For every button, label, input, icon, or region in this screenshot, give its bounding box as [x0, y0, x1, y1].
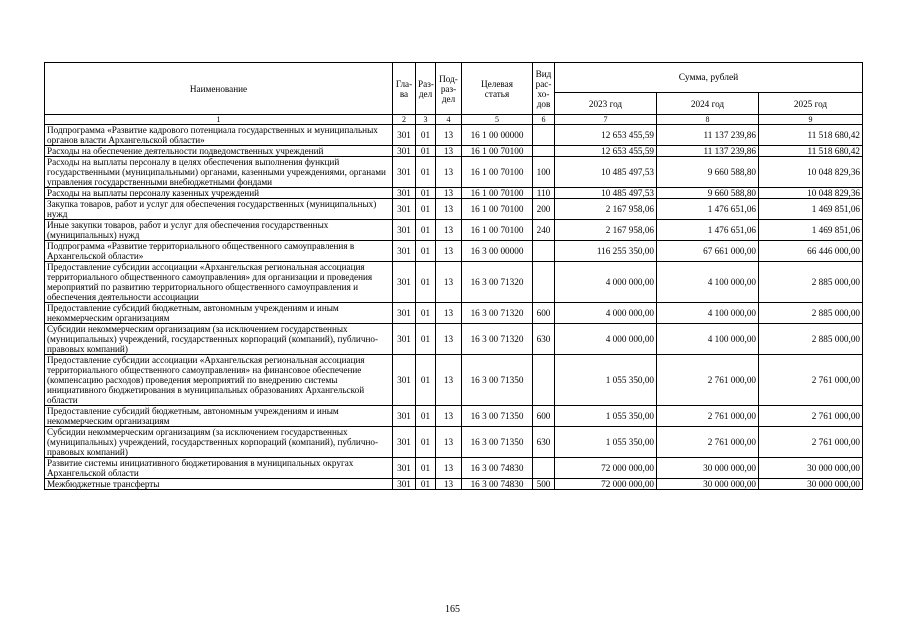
index-cell: 2 [393, 115, 416, 125]
cell-v1: 72 000 000,00 [555, 479, 657, 490]
cell-name: Расходы на выплаты персоналу казенных учреждений [45, 188, 393, 199]
cell-vr [533, 146, 555, 157]
cell-rz: 01 [416, 188, 436, 199]
cell-v1: 1 055 350,00 [555, 406, 657, 427]
cell-v1: 2 167 958,06 [555, 220, 657, 241]
header-2023: 2023 год [555, 93, 657, 115]
budget-table [44, 62, 863, 490]
cell-pr: 13 [436, 355, 462, 406]
cell-cs: 16 3 00 71350 [462, 355, 533, 406]
table-row [45, 157, 863, 188]
cell-vr: 600 [533, 303, 555, 324]
cell-v3: 2 885 000,00 [759, 262, 863, 303]
cell-v1: 4 000 000,00 [555, 262, 657, 303]
cell-name: Предоставление субсидий бюджетным, автономным учреждениям и иным некоммерческим организациям [45, 303, 393, 324]
cell-vr: 100 [533, 157, 555, 188]
header-name: Наименование [45, 63, 393, 115]
cell-vr: 630 [533, 427, 555, 458]
cell-name: Предоставление субсидии ассоциации «Архангельская региональная ассоциация территориального общественного самоуправления» на финансовое обеспечение (компенсацию расходов) проведения мероприятий по внедрению системы инициативного бюджетирования в муниципальных образованиях Архангельской области [45, 355, 393, 406]
cell-v2: 30 000 000,00 [657, 479, 759, 490]
cell-vr [533, 355, 555, 406]
cell-v3: 2 885 000,00 [759, 303, 863, 324]
cell-vr [533, 262, 555, 303]
cell-rz: 01 [416, 125, 436, 146]
cell-rz: 01 [416, 458, 436, 479]
cell-name: Расходы на обеспечение деятельности подведомственных учреждений [45, 146, 393, 157]
cell-v1: 116 255 350,00 [555, 241, 657, 262]
cell-v1: 10 485 497,53 [555, 157, 657, 188]
cell-v1: 72 000 000,00 [555, 458, 657, 479]
cell-pr: 13 [436, 479, 462, 490]
table-row [45, 146, 863, 157]
cell-v2: 1 476 651,06 [657, 199, 759, 220]
table-row [45, 427, 863, 458]
cell-v3: 2 761 000,00 [759, 427, 863, 458]
table-row [45, 188, 863, 199]
index-cell: 8 [657, 115, 759, 125]
cell-v2: 11 137 239,86 [657, 125, 759, 146]
cell-v1: 2 167 958,06 [555, 199, 657, 220]
table-row [45, 241, 863, 262]
cell-gl: 301 [393, 427, 416, 458]
cell-v2: 4 100 000,00 [657, 303, 759, 324]
header-glava: Гла- ва [393, 63, 416, 115]
cell-rz: 01 [416, 241, 436, 262]
cell-cs: 16 3 00 71320 [462, 303, 533, 324]
header-2024: 2024 год [657, 93, 759, 115]
table-row [45, 125, 863, 146]
index-row [45, 115, 863, 125]
index-cell: 9 [759, 115, 863, 125]
cell-pr: 13 [436, 303, 462, 324]
table-row [45, 406, 863, 427]
table-row [45, 262, 863, 303]
page-number: 165 [445, 604, 460, 615]
cell-v2: 2 761 000,00 [657, 355, 759, 406]
header-target: Целевая статья [462, 63, 533, 115]
cell-name: Иные закупки товаров, работ и услуг для обеспечения государственных (муниципальных) нужд [45, 220, 393, 241]
cell-rz: 01 [416, 146, 436, 157]
cell-v1: 4 000 000,00 [555, 303, 657, 324]
cell-v2: 9 660 588,80 [657, 157, 759, 188]
cell-v3: 30 000 000,00 [759, 479, 863, 490]
cell-v2: 9 660 588,80 [657, 188, 759, 199]
cell-name: Развитие системы инициативного бюджетирования в муниципальных округах Архангельской области [45, 458, 393, 479]
cell-pr: 13 [436, 262, 462, 303]
cell-v2: 2 761 000,00 [657, 427, 759, 458]
cell-cs: 16 1 00 70100 [462, 146, 533, 157]
cell-rz: 01 [416, 479, 436, 490]
index-cell: 4 [436, 115, 462, 125]
cell-v2: 11 137 239,86 [657, 146, 759, 157]
index-cell: 6 [533, 115, 555, 125]
cell-rz: 01 [416, 324, 436, 355]
cell-cs: 16 3 00 71350 [462, 406, 533, 427]
cell-pr: 13 [436, 157, 462, 188]
index-cell: 5 [462, 115, 533, 125]
header-vid: Вид рас- хо- дов [533, 63, 555, 115]
cell-name: Предоставление субсидии ассоциации «Архангельская региональная ассоциация территориального общественного самоуправления» для организации и проведения мероприятий по развитию территориального общественного самоуправления и обеспечения деятельности ассоциации [45, 262, 393, 303]
table-row [45, 324, 863, 355]
cell-vr: 200 [533, 199, 555, 220]
cell-pr: 13 [436, 241, 462, 262]
cell-v3: 10 048 829,36 [759, 188, 863, 199]
cell-pr: 13 [436, 125, 462, 146]
cell-cs: 16 3 00 00000 [462, 241, 533, 262]
cell-v3: 11 518 680,42 [759, 125, 863, 146]
cell-name: Подпрограмма «Развитие кадрового потенциала государственных и муниципальных органов власти Архангельской области» [45, 125, 393, 146]
cell-pr: 13 [436, 406, 462, 427]
cell-name: Расходы на выплаты персоналу в целях обеспечения выполнения функций государственными (муниципальными) органами, казенными учреждениями, органами управления государственными внебюджетными фондами [45, 157, 393, 188]
cell-cs: 16 1 00 70100 [462, 188, 533, 199]
cell-v1: 4 000 000,00 [555, 324, 657, 355]
cell-pr: 13 [436, 427, 462, 458]
cell-vr [533, 458, 555, 479]
cell-v2: 1 476 651,06 [657, 220, 759, 241]
table-row [45, 479, 863, 490]
cell-v1: 10 485 497,53 [555, 188, 657, 199]
cell-rz: 01 [416, 406, 436, 427]
cell-rz: 01 [416, 262, 436, 303]
cell-gl: 301 [393, 406, 416, 427]
cell-v3: 66 446 000,00 [759, 241, 863, 262]
cell-cs: 16 3 00 74830 [462, 458, 533, 479]
cell-pr: 13 [436, 199, 462, 220]
cell-v1: 1 055 350,00 [555, 427, 657, 458]
cell-gl: 301 [393, 241, 416, 262]
cell-cs: 16 1 00 70100 [462, 157, 533, 188]
cell-name: Закупка товаров, работ и услуг для обеспечения государственных (муниципальных) нужд [45, 199, 393, 220]
header-podrazdel: Под- раз- дел [436, 63, 462, 115]
header-sum: Сумма, рублей [555, 63, 863, 93]
table-row [45, 303, 863, 324]
index-cell: 1 [45, 115, 393, 125]
cell-pr: 13 [436, 188, 462, 199]
cell-vr: 630 [533, 324, 555, 355]
cell-pr: 13 [436, 458, 462, 479]
cell-pr: 13 [436, 324, 462, 355]
cell-vr: 110 [533, 188, 555, 199]
cell-gl: 301 [393, 262, 416, 303]
cell-v2: 4 100 000,00 [657, 324, 759, 355]
cell-v2: 30 000 000,00 [657, 458, 759, 479]
cell-rz: 01 [416, 157, 436, 188]
cell-vr: 500 [533, 479, 555, 490]
cell-v3: 30 000 000,00 [759, 458, 863, 479]
cell-pr: 13 [436, 220, 462, 241]
cell-gl: 301 [393, 220, 416, 241]
cell-gl: 301 [393, 324, 416, 355]
cell-v3: 1 469 851,06 [759, 199, 863, 220]
cell-name: Субсидии некоммерческим организациям (за исключением государственных (муниципальных) учреждений, государственных корпораций (компаний), публично-правовых компаний) [45, 427, 393, 458]
cell-v3: 10 048 829,36 [759, 157, 863, 188]
cell-vr: 240 [533, 220, 555, 241]
cell-gl: 301 [393, 157, 416, 188]
cell-name: Субсидии некоммерческим организациям (за исключением государственных (муниципальных) учреждений, государственных корпораций (компаний), публично-правовых компаний) [45, 324, 393, 355]
cell-name: Подпрограмма «Развитие территориального общественного самоуправления в Архангельской области» [45, 241, 393, 262]
table-row [45, 355, 863, 406]
cell-gl: 301 [393, 458, 416, 479]
cell-cs: 16 1 00 70100 [462, 220, 533, 241]
cell-v2: 2 761 000,00 [657, 406, 759, 427]
cell-v3: 11 518 680,42 [759, 146, 863, 157]
table-row [45, 199, 863, 220]
cell-gl: 301 [393, 146, 416, 157]
cell-v3: 2 761 000,00 [759, 355, 863, 406]
cell-gl: 301 [393, 355, 416, 406]
cell-gl: 301 [393, 199, 416, 220]
cell-v1: 12 653 455,59 [555, 125, 657, 146]
cell-rz: 01 [416, 355, 436, 406]
budget-table-page [44, 62, 862, 490]
cell-cs: 16 3 00 71320 [462, 262, 533, 303]
header-2025: 2025 год [759, 93, 863, 115]
cell-name: Предоставление субсидий бюджетным, автономным учреждениям и иным некоммерческим организациям [45, 406, 393, 427]
cell-vr: 600 [533, 406, 555, 427]
cell-rz: 01 [416, 199, 436, 220]
cell-v3: 1 469 851,06 [759, 220, 863, 241]
cell-cs: 16 3 00 71320 [462, 324, 533, 355]
cell-vr [533, 125, 555, 146]
table-row [45, 220, 863, 241]
cell-v1: 12 653 455,59 [555, 146, 657, 157]
table-row [45, 458, 863, 479]
cell-gl: 301 [393, 479, 416, 490]
index-cell: 7 [555, 115, 657, 125]
index-cell: 3 [416, 115, 436, 125]
cell-gl: 301 [393, 188, 416, 199]
cell-v3: 2 885 000,00 [759, 324, 863, 355]
cell-rz: 01 [416, 220, 436, 241]
cell-rz: 01 [416, 427, 436, 458]
cell-pr: 13 [436, 146, 462, 157]
cell-vr [533, 241, 555, 262]
cell-v3: 2 761 000,00 [759, 406, 863, 427]
cell-rz: 01 [416, 303, 436, 324]
cell-v2: 67 661 000,00 [657, 241, 759, 262]
cell-v2: 4 100 000,00 [657, 262, 759, 303]
header-razdel: Раз- дел [416, 63, 436, 115]
cell-name: Межбюджетные трансферты [45, 479, 393, 490]
cell-v1: 1 055 350,00 [555, 355, 657, 406]
cell-cs: 16 1 00 70100 [462, 199, 533, 220]
cell-cs: 16 3 00 71350 [462, 427, 533, 458]
cell-gl: 301 [393, 125, 416, 146]
cell-gl: 301 [393, 303, 416, 324]
cell-cs: 16 3 00 74830 [462, 479, 533, 490]
cell-cs: 16 1 00 00000 [462, 125, 533, 146]
